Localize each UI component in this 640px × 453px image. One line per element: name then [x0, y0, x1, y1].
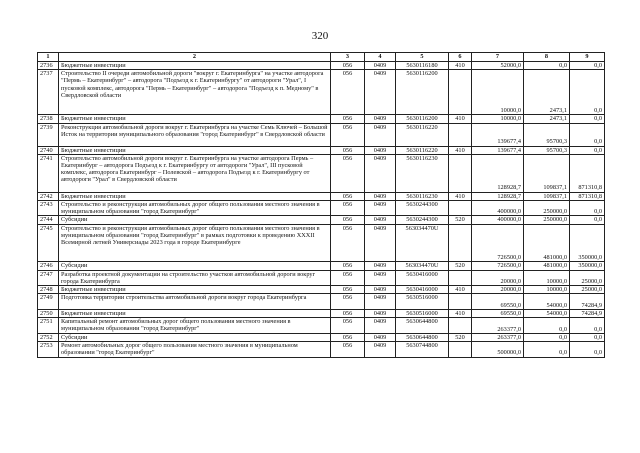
table-row [38, 192, 605, 200]
amount-2021-cell: 263377,0 [472, 333, 524, 341]
amount-2023-cell: 871310,8 [570, 154, 605, 192]
target-article-cell: 5630116200 [396, 115, 449, 123]
amount-2021-cell: 20000,0 [472, 270, 524, 286]
expense-type-cell [449, 270, 472, 286]
amount-2022-cell: 0,0 [524, 341, 570, 357]
row-number-cell: 2741 [38, 154, 59, 192]
expense-type-cell: 410 [449, 192, 472, 200]
ministry-code-cell: 056 [331, 62, 365, 70]
amount-2023-cell: 350000,0 [570, 262, 605, 270]
section-code-cell: 0409 [365, 341, 396, 357]
table-row [38, 318, 605, 334]
expense-type-cell: 520 [449, 333, 472, 341]
row-number-cell: 2745 [38, 224, 59, 262]
amount-2023-cell: 74284,9 [570, 309, 605, 317]
section-code-cell: 0409 [365, 309, 396, 317]
row-number-cell: 2749 [38, 294, 59, 310]
section-code-cell: 0409 [365, 200, 396, 216]
amount-2023-cell: 0,0 [570, 216, 605, 224]
target-article-cell: 5630116220 [396, 146, 449, 154]
description-cell: Подготовка территории строительства автомобильной дороги вокруг города Екатеринбурга [59, 294, 331, 310]
target-article-cell: 563034470U [396, 224, 449, 262]
amount-2022-cell: 2473,1 [524, 70, 570, 115]
row-number-cell: 2736 [38, 62, 59, 70]
ministry-code-cell: 056 [331, 309, 365, 317]
target-article-cell: 5630744800 [396, 341, 449, 357]
amount-2021-cell: 263377,0 [472, 318, 524, 334]
target-article-cell: 5630116220 [396, 123, 449, 146]
ministry-code-cell: 056 [331, 286, 365, 294]
header-cell: 7 [472, 53, 524, 62]
section-code-cell: 0409 [365, 123, 396, 146]
description-cell: Строительство II очереди автомобильной дороги "вокруг г. Екатеринбурга" на участке автодорога "Пермь – Екатеринбург" – автодорога "Подъезд к г. Екатеринбургу" от автодороги "Урал", I пусковой комплекс, автодорога "Пермь – Екатеринбург" – автодорога "Подъезд к п. Медному" в Свердловской области [59, 70, 331, 115]
amount-2022-cell: 250000,0 [524, 216, 570, 224]
table-row [38, 341, 605, 357]
section-code-cell: 0409 [365, 70, 396, 115]
section-code-cell: 0409 [365, 286, 396, 294]
target-article-cell: 5630244300 [396, 200, 449, 216]
target-article-cell: 5630116230 [396, 154, 449, 192]
table-row [38, 200, 605, 216]
amount-2022-cell: 95700,3 [524, 123, 570, 146]
section-code-cell: 0409 [365, 216, 396, 224]
target-article-cell: 5630516000 [396, 309, 449, 317]
expense-type-cell [449, 318, 472, 334]
header-cell: 1 [38, 53, 59, 62]
section-code-cell: 0409 [365, 62, 396, 70]
row-number-cell: 2742 [38, 192, 59, 200]
amount-2021-cell: 10000,0 [472, 115, 524, 123]
amount-2022-cell: 54000,0 [524, 309, 570, 317]
description-cell: Строительство и реконструкция автомобильных дорог общего пользования местного значения в муниципальном образовании "город Екатеринбург" [59, 200, 331, 216]
row-number-cell: 2746 [38, 262, 59, 270]
expense-type-cell [449, 341, 472, 357]
table-row [38, 216, 605, 224]
budget-table-wrapper [37, 52, 604, 358]
ministry-code-cell: 056 [331, 154, 365, 192]
table-row [38, 123, 605, 146]
amount-2023-cell: 0,0 [570, 341, 605, 357]
expense-type-cell [449, 294, 472, 310]
amount-2022-cell: 109837,1 [524, 154, 570, 192]
table-row [38, 154, 605, 192]
budget-table [37, 52, 605, 358]
header-cell: 9 [570, 53, 605, 62]
amount-2021-cell: 52000,0 [472, 62, 524, 70]
table-row [38, 146, 605, 154]
section-code-cell: 0409 [365, 294, 396, 310]
description-cell: Бюджетные инвестиции [59, 62, 331, 70]
section-code-cell: 0409 [365, 270, 396, 286]
expense-type-cell [449, 154, 472, 192]
amount-2022-cell: 10000,0 [524, 270, 570, 286]
section-code-cell: 0409 [365, 154, 396, 192]
ministry-code-cell: 056 [331, 294, 365, 310]
ministry-code-cell: 056 [331, 123, 365, 146]
description-cell: Субсидии [59, 216, 331, 224]
amount-2021-cell: 128928,7 [472, 192, 524, 200]
row-number-cell: 2752 [38, 333, 59, 341]
table-row [38, 270, 605, 286]
target-article-cell: 5630416000 [396, 270, 449, 286]
header-cell: 5 [396, 53, 449, 62]
amount-2022-cell: 10000,0 [524, 286, 570, 294]
amount-2021-cell: 20000,0 [472, 286, 524, 294]
description-cell: Реконструкция автомобильной дороги вокруг г. Екатеринбурга на участке Семь Ключей – Большой Исток на территории муниципального образования "город Екатеринбург" в Свердловской области [59, 123, 331, 146]
amount-2022-cell: 0,0 [524, 333, 570, 341]
ministry-code-cell: 056 [331, 70, 365, 115]
amount-2023-cell: 0,0 [570, 123, 605, 146]
expense-type-cell: 410 [449, 115, 472, 123]
ministry-code-cell: 056 [331, 318, 365, 334]
target-article-cell: 5630416000 [396, 286, 449, 294]
header-cell: 4 [365, 53, 396, 62]
description-cell: Бюджетные инвестиции [59, 286, 331, 294]
page-number: 320 [311, 30, 329, 42]
row-number-cell: 2739 [38, 123, 59, 146]
section-code-cell: 0409 [365, 115, 396, 123]
description-cell: Ремонт автомобильных дорог общего пользования местного значения в муниципальном образовании "город Екатеринбург" [59, 341, 331, 357]
row-number-cell: 2748 [38, 286, 59, 294]
row-number-cell: 2751 [38, 318, 59, 334]
expense-type-cell: 410 [449, 286, 472, 294]
amount-2022-cell: 54000,0 [524, 294, 570, 310]
ministry-code-cell: 056 [331, 333, 365, 341]
amount-2022-cell: 250000,0 [524, 200, 570, 216]
table-row [38, 333, 605, 341]
amount-2021-cell: 139677,4 [472, 146, 524, 154]
amount-2021-cell: 69550,0 [472, 294, 524, 310]
amount-2022-cell: 481000,0 [524, 262, 570, 270]
amount-2023-cell: 25000,0 [570, 270, 605, 286]
amount-2023-cell: 25000,0 [570, 286, 605, 294]
amount-2023-cell: 0,0 [570, 70, 605, 115]
description-cell: Строительство автомобильной дороги вокруг г. Екатеринбурга на участке автодорога Пермь – Екатеринбург – автодорога Подъезд к г. Екатеринбургу от автодороги "Урал", III пусковой комплекс, автодорога Екатеринбург – Полевской – автодорога Подъезд к г. Екатеринбургу от автодороги "Урал" в Свердловской области [59, 154, 331, 192]
ministry-code-cell: 056 [331, 224, 365, 262]
section-code-cell: 0409 [365, 318, 396, 334]
ministry-code-cell: 056 [331, 270, 365, 286]
target-article-cell: 5630116200 [396, 70, 449, 115]
header-cell: 6 [449, 53, 472, 62]
amount-2022-cell: 2473,1 [524, 115, 570, 123]
ministry-code-cell: 056 [331, 262, 365, 270]
expense-type-cell [449, 70, 472, 115]
target-article-cell: 5630644800 [396, 318, 449, 334]
amount-2023-cell: 0,0 [570, 333, 605, 341]
description-cell: Бюджетные инвестиции [59, 146, 331, 154]
ministry-code-cell: 056 [331, 192, 365, 200]
target-article-cell: 5630116230 [396, 192, 449, 200]
amount-2022-cell: 0,0 [524, 62, 570, 70]
row-number-cell: 2747 [38, 270, 59, 286]
table-row [38, 309, 605, 317]
table-row [38, 224, 605, 262]
target-article-cell: 5630244300 [396, 216, 449, 224]
ministry-code-cell: 056 [331, 115, 365, 123]
expense-type-cell: 520 [449, 216, 472, 224]
section-code-cell: 0409 [365, 192, 396, 200]
amount-2022-cell: 95700,3 [524, 146, 570, 154]
amount-2023-cell: 871310,8 [570, 192, 605, 200]
amount-2023-cell: 0,0 [570, 146, 605, 154]
table-header-row [38, 53, 605, 62]
table-row [38, 262, 605, 270]
amount-2021-cell: 10000,0 [472, 70, 524, 115]
section-code-cell: 0409 [365, 146, 396, 154]
target-article-cell: 563034470U [396, 262, 449, 270]
row-number-cell: 2740 [38, 146, 59, 154]
target-article-cell: 5630644800 [396, 333, 449, 341]
table-body [38, 62, 605, 358]
amount-2021-cell: 139677,4 [472, 123, 524, 146]
amount-2023-cell: 0,0 [570, 62, 605, 70]
amount-2021-cell: 400000,0 [472, 200, 524, 216]
header-cell: 2 [59, 53, 331, 62]
target-article-cell: 5630516000 [396, 294, 449, 310]
description-cell: Бюджетные инвестиции [59, 115, 331, 123]
amount-2021-cell: 128928,7 [472, 154, 524, 192]
description-cell: Субсидии [59, 333, 331, 341]
expense-type-cell: 520 [449, 262, 472, 270]
amount-2023-cell: 74284,9 [570, 294, 605, 310]
amount-2023-cell: 350000,0 [570, 224, 605, 262]
amount-2021-cell: 400000,0 [472, 216, 524, 224]
amount-2021-cell: 69550,0 [472, 309, 524, 317]
description-cell: Капитальный ремонт автомобильных дорог общего пользования местного значения в муниципальном образовании "город Екатеринбург" [59, 318, 331, 334]
amount-2022-cell: 0,0 [524, 318, 570, 334]
row-number-cell: 2743 [38, 200, 59, 216]
expense-type-cell [449, 200, 472, 216]
row-number-cell: 2744 [38, 216, 59, 224]
amount-2022-cell: 109837,1 [524, 192, 570, 200]
amount-2021-cell: 726500,0 [472, 262, 524, 270]
ministry-code-cell: 056 [331, 200, 365, 216]
amount-2022-cell: 481000,0 [524, 224, 570, 262]
row-number-cell: 2750 [38, 309, 59, 317]
ministry-code-cell: 056 [331, 216, 365, 224]
description-cell: Бюджетные инвестиции [59, 192, 331, 200]
expense-type-cell: 410 [449, 309, 472, 317]
description-cell: Строительство и реконструкция автомобильных дорог общего пользования местного значения в муниципальном образовании "город Екатеринбург" в рамках подготовки к проведению XXXII Всемирной летней Универсиады 2023 года в городе Екатеринбурге [59, 224, 331, 262]
expense-type-cell: 410 [449, 62, 472, 70]
section-code-cell: 0409 [365, 262, 396, 270]
description-cell: Разработка проектной документации на строительство участков автомобильной дороги вокруг города Екатеринбурга [59, 270, 331, 286]
header-cell: 3 [331, 53, 365, 62]
amount-2021-cell: 500000,0 [472, 341, 524, 357]
header-cell: 8 [524, 53, 570, 62]
table-row [38, 286, 605, 294]
description-cell: Бюджетные инвестиции [59, 309, 331, 317]
table-row [38, 62, 605, 70]
amount-2023-cell: 0,0 [570, 115, 605, 123]
table-row [38, 294, 605, 310]
ministry-code-cell: 056 [331, 146, 365, 154]
row-number-cell: 2753 [38, 341, 59, 357]
amount-2021-cell: 726500,0 [472, 224, 524, 262]
expense-type-cell: 410 [449, 146, 472, 154]
description-cell: Субсидии [59, 262, 331, 270]
table-row [38, 115, 605, 123]
row-number-cell: 2738 [38, 115, 59, 123]
section-code-cell: 0409 [365, 224, 396, 262]
expense-type-cell [449, 224, 472, 262]
target-article-cell: 5630116180 [396, 62, 449, 70]
amount-2023-cell: 0,0 [570, 318, 605, 334]
table-row [38, 70, 605, 115]
amount-2023-cell: 0,0 [570, 200, 605, 216]
section-code-cell: 0409 [365, 333, 396, 341]
ministry-code-cell: 056 [331, 341, 365, 357]
expense-type-cell [449, 123, 472, 146]
row-number-cell: 2737 [38, 70, 59, 115]
